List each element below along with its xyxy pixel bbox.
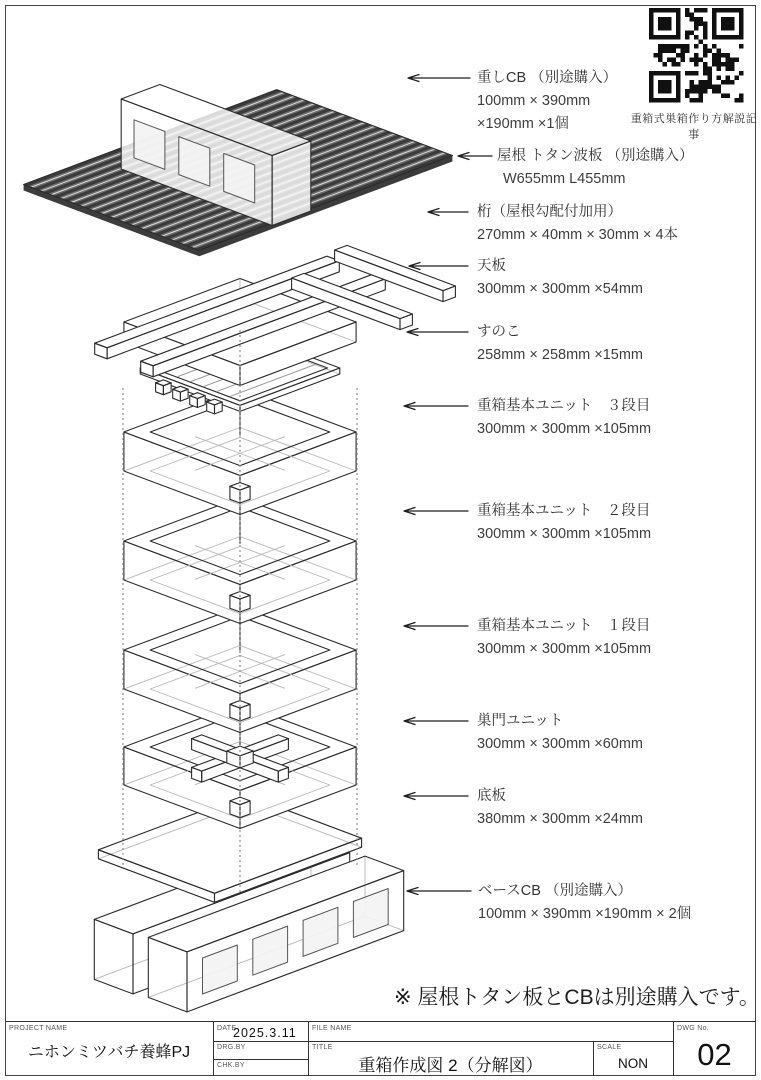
purchase-note: ※ 屋根トタン板とCBは別途購入です。 <box>394 986 760 1009</box>
label-sumon-unit: 巣門ユニット 300mm × 300mm ×60mm <box>477 713 644 752</box>
title-block-divider <box>213 1041 308 1042</box>
dwg-no-value: 02 <box>697 1037 732 1072</box>
qr-caption: 重箱式巣箱作り方解説記事 <box>630 113 758 141</box>
label-keta: 桁（屋根勾配付加用） 270mm × 40mm × 30mm × 4本 <box>477 204 679 243</box>
label-roof-sheet: 屋根 トタン波板 （別途購入） W655mm L455mm <box>497 148 694 187</box>
label-tenban: 天板 300mm × 300mm ×54mm <box>477 258 644 297</box>
label-box-unit-2: 重箱基本ユニット ２段目 300mm × 300mm ×105mm <box>477 503 652 542</box>
drawing-title: 重箱作成図 2（分解図） <box>358 1056 543 1075</box>
title-block-divider <box>308 1041 673 1042</box>
title-block-divider <box>213 1022 214 1076</box>
label-omoshi-cb: 重しCB （別途購入） 100mm × 390mm ×190mm ×1個 <box>477 70 618 132</box>
label-box-unit-3: 重箱基本ユニット ３段目 300mm × 300mm ×105mm <box>477 398 652 437</box>
scale-label: SCALE <box>597 1044 622 1051</box>
title-block <box>5 1021 756 1076</box>
title-block-divider <box>213 1059 308 1060</box>
date-label: DATE <box>217 1025 237 1032</box>
label-base-cb: ベースCB （別途購入） 100mm × 390mm ×190mm × 2個 <box>478 883 692 922</box>
project-name-value: ニホンミツバチ養蜂PJ <box>27 1044 191 1061</box>
dwg-no-label: DWG No. <box>677 1025 710 1032</box>
chk-by-label: CHK.BY <box>217 1062 245 1069</box>
scale-value: NON <box>618 1056 648 1071</box>
file-name-label: FILE NAME <box>312 1025 352 1032</box>
title-label: TITLE <box>312 1044 333 1051</box>
label-box-unit-1: 重箱基本ユニット １段目 300mm × 300mm ×105mm <box>477 618 652 657</box>
label-sokoita: 底板 380mm × 300mm ×24mm <box>477 788 644 827</box>
drg-by-label: DRG.BY <box>217 1044 246 1051</box>
date-value: 2025.3.11 <box>233 1026 297 1040</box>
label-sunoko: すのこ 258mm × 258mm ×15mm <box>477 324 644 363</box>
project-name-label: PROJECT NAME <box>9 1025 68 1032</box>
